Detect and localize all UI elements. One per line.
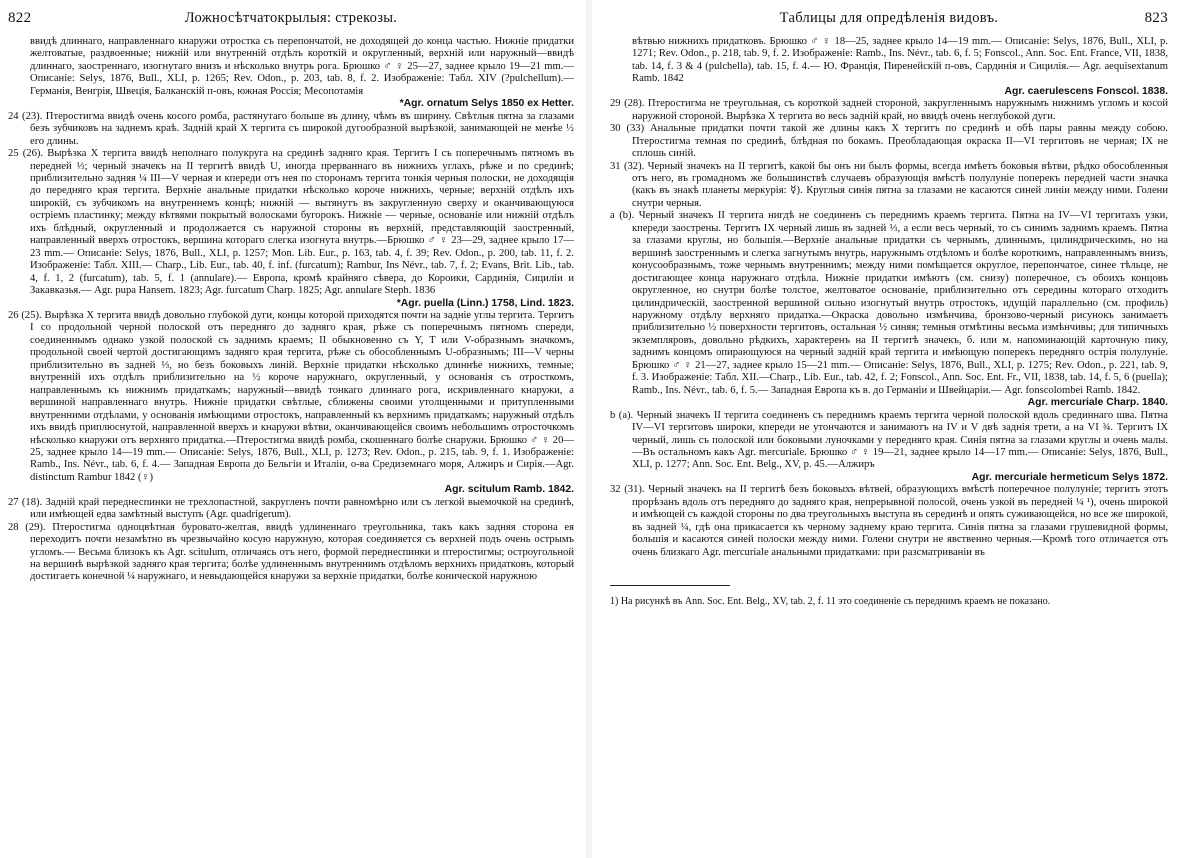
couplet-number: 28 (29). xyxy=(8,521,46,533)
key-entry xyxy=(610,98,1168,123)
couplet-number: b (a). xyxy=(610,409,634,421)
right-page-body xyxy=(610,36,1168,608)
left-page xyxy=(0,0,586,858)
couplet-number: 25 (26). xyxy=(8,148,44,160)
key-entry xyxy=(610,210,1168,397)
continued-paragraph xyxy=(8,36,574,98)
right-page xyxy=(592,0,1178,858)
entry-text: Птеростигма не треугольная, съ короткой задней стороной, закругленнымъ наружнымъ нижнимъ угломъ и косой наружной стороной. Вырѣзка X тергита во весь задній край, но ввидѣ очень неглубокой дуги. xyxy=(632,98,1169,122)
key-entry xyxy=(610,410,1168,472)
species-name: Agr. mercuriale Charp. 1840. xyxy=(1027,397,1168,409)
key-entry xyxy=(8,522,574,584)
entry-text: Птеростигма одноцвѣтная буровато-желтая, ввидѣ удлиненнаго треугольника, такъ какъ задняя сторона ея переходитъ почти незамѣтно въ чрезвычайно косую наружную, которая соединяется съ верхней подъ очень острымъ угломъ.— Весьма близокъ къ Agr. scitulum, отличаясь отъ него, формой переднеспинки и птеростигмы; остроугольной на вершинѣ вырѣзкой задняго края тергита; болѣе удлиненнымъ внутреннимъ отдѣломъ верхнихъ придатковъ, который достигаетъ конечной ¼ наружнаго, и невыдающейся кнаружи за верхніе придатки, болѣе конической наружною xyxy=(30,521,575,583)
couplet-number: 32 (31). xyxy=(610,484,645,496)
couplet-number: a (b). xyxy=(610,210,635,222)
key-entry xyxy=(8,310,574,484)
left-page-body xyxy=(8,36,574,584)
couplet-number: 30 (33) xyxy=(610,123,645,135)
right-page-header xyxy=(610,6,1168,36)
entry-text: Вырѣзка X тергита ввидѣ неполнаго полукруга на срединѣ задняго края. Тергитъ I съ поперечнымъ пятномъ въ передней ⅓; черный значекъ на II тергитѣ ввидѣ U, иногда прерваннаго въ нижнихъ углахъ, рѣже и по срединѣ; приблизительно задняя ¼ III—V черная и кпереди отъ нея по сторонамъ тергита тонкія черныя полоски, не доходящія до передняго края тергита. Верхніе анальные придатки нѣсколько короче нижнихъ, черные; верхній отдѣлъ ихъ широкій, съ зубчикомъ на внутреннемъ концѣ; нижній — вытянутъ въ закругленную сверху и оканчивающуюся острiемъ пластинку; между вѣтвями покрытый волосками бугорокъ. Нижніе — черные, основаніе или нижній отдѣлъ ихъ блѣдный, округленный и продолжается съ наружной стороны въ верхній, представляющій заостренный, направленный вверхъ отростокъ, вершина котораго слегка изогнута внутрь.—Брюшко ♂ ♀ 23—29, заднее крыло 17—23 mm.— Описаніе: Selys, 1876, Bull., XLI, p. 1257; Mon. Lib. Eur., p. 163, tab. 4, f. 39; Rev. Odon., p. 200, tab. 11, f. 2. Изображеніе: Табл. XIII.— Charp., Lib. Eur., tab. 40, f. inf. (furcatum); Rambur, Ins Névr., tab. 7, f. 2; Evans, Brit. Lib., tab. 4, f. 1, 2 (furcatum), tab. 5, f. 1 (annulare).— Европа, кромѣ крайняго сѣвера, до Короики, Сардинія, Сициліи и Закавказья.— Agr. pupa Hansem. 1823; Agr. furcatum Charp. 1825; Agr. annulare Steph. 1836 xyxy=(30,148,575,297)
species-name: Agr. scitulum Ramb. 1842. xyxy=(444,484,574,496)
entry-text: Задній край переднеспинки не трехлопастной, закругленъ почти равномѣрно или съ легкой выемочкой на срединѣ, или имѣющей едва замѣтный выступъ (Agr. quadrigerum). xyxy=(30,496,575,521)
entry-text: Птеростигма ввидѣ очень косого ромба, растянутаго больше въ длину, чѣмъ въ ширину. Свѣтлыя пятна за глазами безъ зубчиковъ на заднемъ краѣ. Задній край X тергита съ широкой дугообразной вырѣзкой, занимающей не менѣе ½ его длины. xyxy=(30,110,574,147)
entry-text: Вырѣзка X тергита ввидѣ довольно глубокой дуги, концы которой приходятся почти на задніе углы тергита. Тергитъ I со продольной черной полоской отъ передняго до задняго края, рѣже съ поперечнымъ пятномъ спереди, соединеннымъ однако узкой полоской съ заднимъ краемъ; II обыкновенно съ Y, T или V-образнымъ значкомъ, продольной своей чертой достигающимъ задняго края тергита, рѣже съ обособленнымъ U-образнымъ; III—V черны приблизительно въ задней ⅓, но безъ боковыхъ линій. Верхніе придатки нѣсколько длиннѣе нижнихъ, темные; внутренній ихъ отдѣлъ приблизительно на ½ короче наружнаго, округленный, у основанія съ отросткомъ, направленнымъ къ нижнимъ придаткамъ; наружный—ввидѣ тонкаго длиннаго рога, искривленнаго кнаружи, а вершиной направленнаго внутрь. Нижніе придатки свѣтлые, сближены своими утолщенными и притупленными внутренними отдѣлами, у основанія имѣющими отростокъ, направленный къ верхнимъ придаткамъ; наружный отдѣлъ ихъ ввидѣ приплюснутой, направленной вверхъ и кнаружи вѣтви, оканчивающейся своимъ небольшимъ отросточкомъ нѣсколько кнаружи отъ верхняго придатка.—Птеростигма ввидѣ ромба, скошеннаго болѣе снаружи. Брюшко ♂ ♀ 20—25, заднее крыло 14—19 mm.— Описаніе: Selys, 1876, Bull., XLI, p. 1273; Rev. Odon., p. 215, tab. 9, f. 1. Изображеніе: Ramb., Ins. Névr., tab. 6, f. 4.— Западная Европа до Бельгіи и Италіи, о-ва Средиземнаго моря, Алжиръ и Сирія.—Agr. distinctum Rambur 1842 (♀) xyxy=(30,309,574,483)
continued-paragraph xyxy=(610,36,1168,86)
couplet-number: 24 (23). xyxy=(8,110,43,122)
key-entry xyxy=(610,484,1168,559)
left-page-number: 822 xyxy=(8,10,32,26)
species-name: Agr. mercuriale hermeticum Selys 1872. xyxy=(971,471,1168,483)
left-page-header xyxy=(8,6,574,36)
couplet-number: 26 (25). xyxy=(8,309,42,321)
entry-text: Черный значекъ на II тергитѣ, какой бы онъ ни былъ формы, всегда имѣетъ боковыя вѣтви, рѣдко обособленныя отъ него, въ громадномъ же большинствѣ случаевъ образующія вмѣстѣ полулуніе поперекъ передней части значка (какъ въ знакѣ планеты меркурія: ☿). Круглыя синія пятна за глазами не касаются синей линіи между ними. Голени снутри черныя. xyxy=(632,160,1168,209)
right-running-title: Таблицы для опредѣленія видовъ. xyxy=(779,10,999,26)
footnote-rule xyxy=(610,585,730,586)
couplet-number: 29 (28). xyxy=(610,98,645,110)
species-name: *Agr. ornatum Selys 1850 ex Hetter. xyxy=(399,98,574,110)
key-entry xyxy=(8,497,574,522)
key-entry xyxy=(8,148,574,297)
species-name: *Agr. puella (Linn.) 1758, Lind. 1823. xyxy=(396,297,574,309)
entry-text: Черный значекъ II тергита соединенъ съ переднимъ краемъ тергита черной полоской вдоль срединнаго шва. Пятна IV—VI тергитовъ широки, кпереди не утончаются и занимаютъ на IV и V двѣ заднія трети, а на VI ¾. Тергитъ IX черный, лишь съ полоской или боковыми луночками у передняго края. Синія пятна за глазами круглы и очень малы.—Въ остальномъ какъ Agr. mercuriale. Брюшко ♂ ♀ 19—21, заднее крыло 14—17 mm.— Описаніе: Selys, 1876, Bull., XLI, p. 1277; Ann. Soc. Ent. Belg., XV, p. 45.—Алжиръ xyxy=(632,409,1169,471)
entry-text: Черный значекъ II тергита нигдѣ не соединенъ съ переднимъ краемъ тергита. Пятна на IV—VI тергитахъ узки, кпереди заострены. Тергитъ IX черный лишь въ задней ⅓, а если весь черный, то съ синимъ заднимъ краемъ. Пятна за глазами круглы, но большія.—Верхніе анальные придатки съ чернымъ, длиннымъ, цилиндрическимъ, но на вершинѣ заостреннымъ и слегка загнутымъ внутрь, наружнымъ отдѣломъ и болѣе короткимъ, направленнымъ внизъ, конусообразнымъ, тоже чернымъ внутреннимъ; между ними помѣщается округлое, перепончатое, синее тѣльце, не достигающее конца наружнаго отдѣла. Нижніе придатки имѣютъ (см. снизу) поперечное, съ обоихъ концовъ округленное, но снутри болѣе толстое, желтоватое основаніе, приблизительно отъ середины котораго отходитъ цилиндрическій, заостренной вершиной сильно изогнутый внутрь отростокъ, идущій параллельно (см. профиль) наружному отдѣлу верхняго придатка.—Окраска довольно измѣнчива, бронзово-черный рисунокъ занимаетъ приблизительно ½ поверхности тергитовъ, остальная ½ синяя; темныя отмѣтины весьма измѣнчивы; для типичныхъ экземпляровъ, довольно рѣдкихъ, характеренъ на II тергитѣ значекъ, б. или м. напоминающій карточную пику, заднимъ концомъ опирающуюся на черный задній край тергита и имѣющую поперекъ передняго острія полулуніе. Брюшко ♂ ♀ 21—27, заднее крыло 15—21 mm.— Описаніе: Selys, 1876, Bull., XLI, p. 1275; Rev. Odon., p. 221, tab. 9, f. 3. Изображеніе: Табл. XII.—Charp., Lib. Eur., tab. 42, f. 2; Fonscol., Ann. Soc. Ent. Fr., VII, 1838, tab. 14, f. 5, 6 (puella); Ramb., Ins. Névr., tab. 6, f. 5.— Западная Европа къ в. до Германіи и Швейцаріи.— Agr. fonscolombei Ramb. 1842. xyxy=(632,210,1168,396)
paragraph-text: ввидѣ длиннаго, направленнаго кнаружи отростка съ перепончатой, не доходящей до конца частью. Нижніе придатки желтоватые, раздвоенные; нижній или внутренній отдѣлъ короткій и округленный, верхній или наружный—ввидѣ длиннаго, заостреннаго, изогнутаго внизъ и нѣсколько внутрь рога. Брюшко ♂ ♀ 25—27, заднее крыло 19—21 mm.— Описаніе: Selys, 1876, Bull., XLI, p. 1265; Rev. Odon., p. 203, tab. 8, f. 2. Изображеніе: Табл. XIV (?pulchellum).— Германія, Венгрія, Швеція, Балканскій п-овъ, южная Россія; Месопотамія xyxy=(30,36,574,97)
key-entry xyxy=(610,161,1168,211)
couplet-number: 31 (32). xyxy=(610,160,645,172)
key-entry xyxy=(8,111,574,148)
footnote: 1) На рисункѣ въ Ann. Soc. Ent. Belg., XV, tab. 2, f. 11 это соединеніе съ переднимъ краемъ не показано. xyxy=(610,596,1051,608)
paragraph-text: вѣтвью нижнихъ придатковъ. Брюшко ♂ ♀ 18—25, заднее крыло 14—19 mm.— Описаніе: Selys, 1876, Bull., XLI, p. 1271; Rev. Odon., p. 218, tab. 9, f. 2. Изображеніе: Ramb., Ins. Névr., tab. 6, f. 5; Fonscol., Ann. Soc. Ent. France, VII, 1838, tab. 14, f. 3 & 4 (pulchella), tab. 15, f. 4.— Ю. Франція, Пиренейскій п-овъ, Сардинія и Сицилія.— Agr. aequisextanum Ramb. 1842 xyxy=(632,36,1168,85)
entry-text: Анальные придатки почти такой же длины какъ X тергитъ по срединѣ и обѣ пары равны между собою. Птеростигма темная по срединѣ, блѣдная по бокамъ. Преобладающая окраска II—VI тергитовъ не черная; IX не сплошь синій. xyxy=(632,123,1168,160)
left-running-title: Ложносѣтчатокрылыя: стрекозы. xyxy=(184,10,398,26)
key-entry xyxy=(610,123,1168,160)
species-name: Agr. caerulescens Fonscol. 1838. xyxy=(1004,85,1168,97)
couplet-number: 27 (18). xyxy=(8,496,43,508)
right-page-number: 823 xyxy=(1144,10,1168,26)
entry-text: Черный значекъ на II тергитѣ безъ боковыхъ вѣтвей, образующихъ вмѣстѣ поперечное полулуніе; тергитъ этотъ прорѣзанъ вдоль отъ передняго до задняго края, непрерывной полосой, очень узкой въ передней ¼ ¹), очень широкой и имѣющей съ каждой стороны по два треугольныхъ выступа въ серединѣ и опять суживающейся, но все же широкой, въ задней ¼, гдѣ она прикасается къ черному заднему краю тергита. Синія пятна за глазами грушевидной формы, большія и касаются синей полоски между ними. Голени снутри не явственно черныя.—Кромѣ того отличается отъ очень близкаго Agr. mercuriale анальными придатками: при разсматриваніи въ xyxy=(632,484,1168,558)
